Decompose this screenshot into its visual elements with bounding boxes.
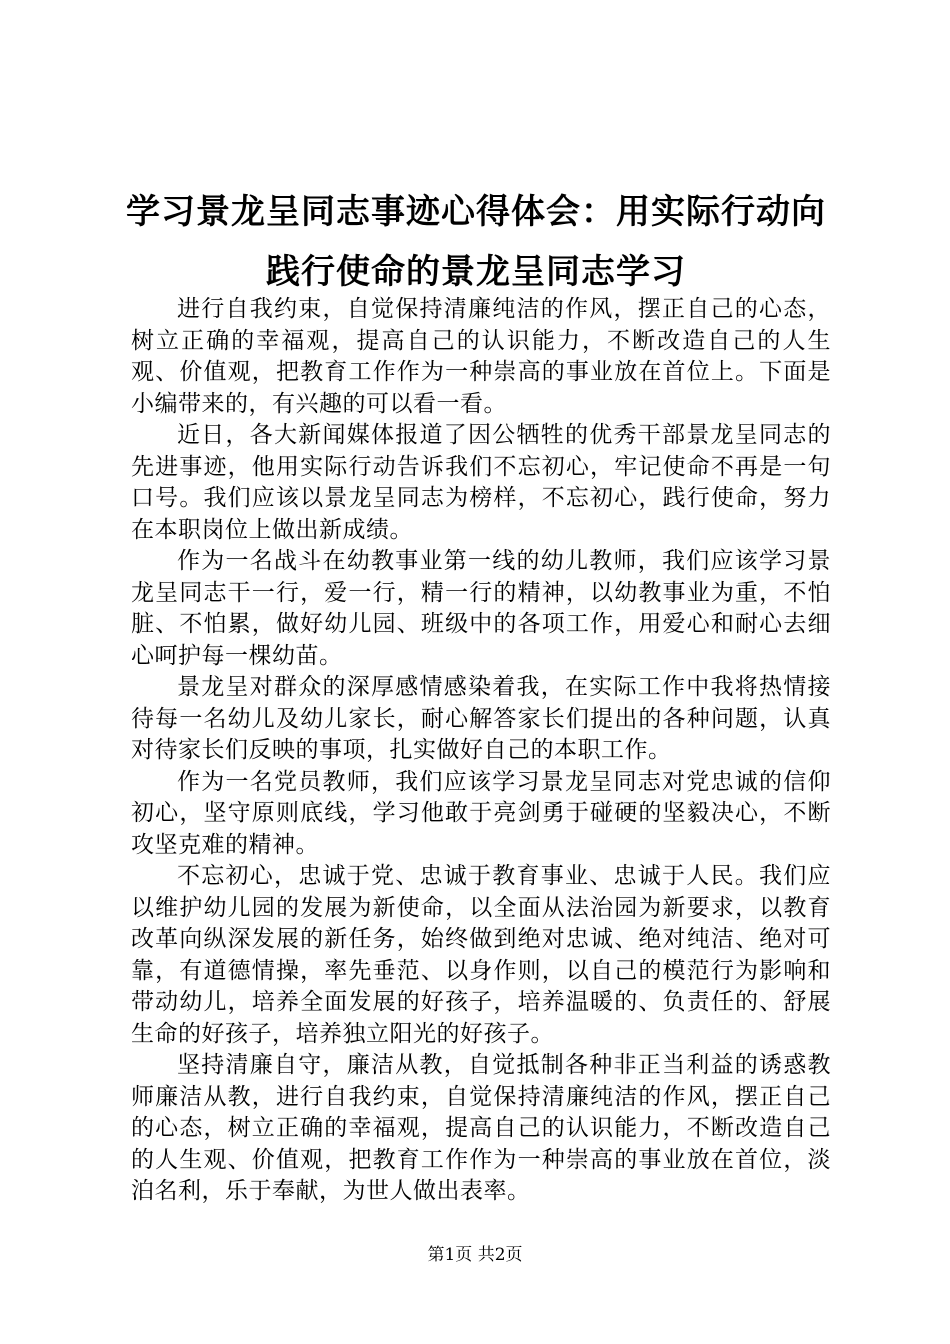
- document-title: 学习景龙呈同志事迹心得体会：用实际行动向践行使命的景龙呈同志学习: [126, 192, 826, 292]
- paragraph: 坚持清廉自守，廉洁从教，自觉抵制各种非正当利益的诱惑教师廉洁从教，进行自我约束，自觉保持清廉纯洁的作风，摆正自己的心态，树立正确的幸福观，提高自己的认识能力，不断改造自己的人生观、价值观，把教育工作作为一种崇高的事业放在首位，淡泊名利，乐于奉献，为世人做出表率。: [131, 1052, 831, 1204]
- paragraph: 不忘初心，忠诚于党、忠诚于教育事业、忠诚于人民。我们应以维护幼儿园的发展为新使命，以全面从法治园为新要求，以教育改革向纵深发展的新任务，始终做到绝对忠诚、绝对纯洁、绝对可靠，有道德情操，率先垂范、以身作则，以自己的模范行为影响和带动幼儿，培养全面发展的好孩子，培养温暖的、负责任的、舒展生命的好孩子，培养独立阳光的好孩子。: [131, 863, 831, 1047]
- page-footer: 第1页 共2页: [427, 1245, 523, 1265]
- paragraph: 景龙呈对群众的深厚感情感染着我，在实际工作中我将热情接待每一名幼儿及幼儿家长，耐心解答家长们提出的各种问题，认真对待家长们反映的事项，扎实做好自己的本职工作。: [131, 674, 831, 763]
- paragraph: 作为一名党员教师，我们应该学习景龙呈同志对党忠诚的信仰初心，坚守原则底线，学习他敢于亮剑勇于碰硬的坚毅决心，不断攻坚克难的精神。: [131, 768, 831, 858]
- paragraph: 进行自我约束，自觉保持清廉纯洁的作风，摆正自己的心态，树立正确的幸福观，提高自己的认识能力，不断改造自己的人生观、价值观，把教育工作作为一种崇高的事业放在首位上。下面是小编带来的，有兴趣的可以看一看。: [131, 296, 831, 417]
- paragraph: 近日，各大新闻媒体报道了因公牺牲的优秀干部景龙呈同志的先进事迹，他用实际行动告诉我们不忘初心，牢记使命不再是一句口号。我们应该以景龙呈同志为榜样，不忘初心，践行使命，努力在本职岗位上做出新成绩。: [131, 422, 831, 543]
- paragraph: 作为一名战斗在幼教事业第一线的幼儿教师，我们应该学习景龙呈同志干一行，爱一行，精一行的精神，以幼教事业为重，不怕脏、不怕累，做好幼儿园、班级中的各项工作，用爱心和耐心去细心呵护每一棵幼苗。: [131, 548, 831, 669]
- document-body: [131, 294, 831, 1208]
